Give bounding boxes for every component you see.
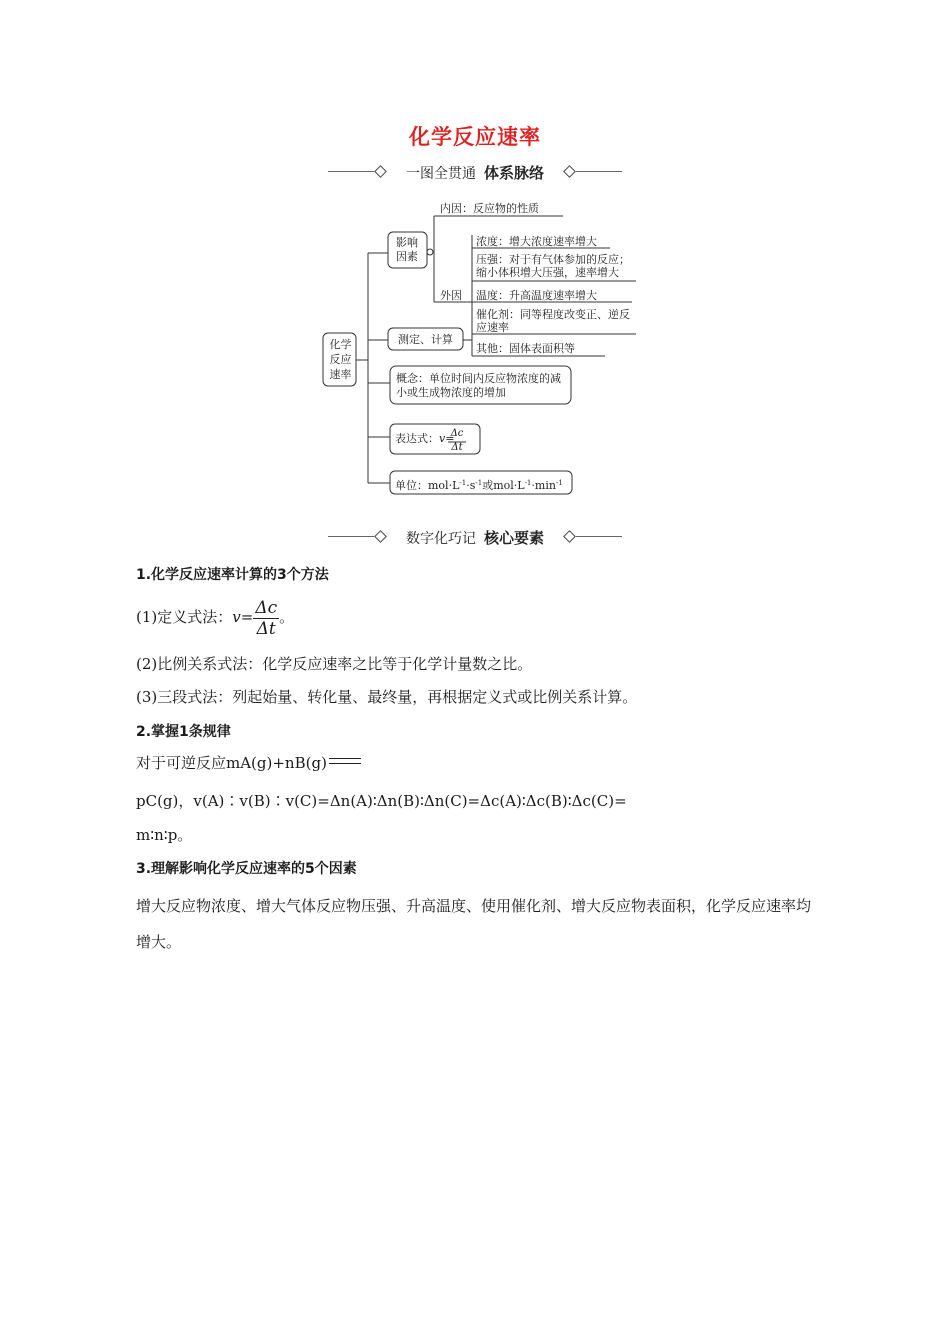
mind-map-concept: 概念：单位时间内反应物浓度的减小或生成物浓度的增加 [396, 372, 561, 399]
mind-map-temperature: 温度：升高温度速率增大 [476, 289, 597, 302]
banner-system-right: 体系脉络 [483, 164, 544, 182]
mind-map-influence: 影响因素 [396, 236, 418, 263]
section2-line1: 对于可逆反应mA(g)+nB(g) [136, 752, 816, 773]
mind-map-expr-numerator: Δc [450, 428, 464, 439]
mind-map-inner: 内因：反应物的性质 [440, 202, 539, 215]
banner-core-left: 数字化巧记 [405, 531, 476, 547]
section2-heading: 2.掌握1条规律 [136, 724, 231, 740]
banner-system-left: 一图全贯通 [405, 166, 476, 182]
mind-map-expression: 表达式：v= [395, 432, 455, 445]
section1-method1: (1)定义式法：v= $\frac{\Delta c}{\Delta t}$ 。 [136, 597, 295, 639]
section2-line3: m∶n∶p。 [136, 826, 193, 844]
section3-body: 增大反应物浓度、增大气体反应物压强、升高温度、使用催化剂、增大反应物表面积，化学反应速率均增大。 [136, 897, 812, 951]
mind-map-measure: 测定、计算 [398, 333, 453, 346]
mind-map-outer: 外因 [440, 289, 462, 302]
section1-heading: 1.化学反应速率计算的3个方法 [136, 567, 329, 583]
mind-map-lines [0, 0, 950, 520]
mind-map-pressure: 压强：对于有气体参加的反应；缩小体积增大压强，速率增大 [476, 253, 630, 279]
section3-heading: 3.理解影响化学反应速率的5个因素 [136, 861, 357, 877]
mind-map-catalyst: 催化剂：同等程度改变正、逆反应速率 [476, 308, 630, 334]
section2-line2: pC(g)，v(A)∶v(B)∶v(C)=Δn(A)∶Δn(B)∶Δn(C)=Δc(A)∶Δc(B)∶Δc(C)= [136, 792, 627, 810]
mind-map-unit: 单位：$mol\cdot L^{-1}\cdot s^{-1}$或$mol\cdot L^{-1}\cdot\min^{-1}$ [395, 479, 563, 492]
banner-core [328, 525, 622, 549]
section1-method3: (3)三段式法：列起始量、转化量、最终量，再根据定义式或比例关系计算。 [136, 688, 638, 706]
mind-map-other: 其他：固体表面积等 [476, 342, 575, 355]
mind-map-expr-denominator: Δt [451, 442, 463, 453]
section1-method2: (2)比例关系式法：化学反应速率之比等于化学计量数之比。 [136, 655, 533, 673]
reversible-arrow [329, 758, 361, 764]
page-title: 化学反应速率 [409, 125, 541, 149]
mind-map-concentration: 浓度：增大浓度速率增大 [476, 235, 597, 248]
banner-core-right: 核心要素 [483, 529, 544, 547]
method1-fraction: $\frac{\Delta c}{\Delta t}$ [255, 597, 278, 639]
mind-map-root: 化学反应速率 [329, 338, 352, 381]
